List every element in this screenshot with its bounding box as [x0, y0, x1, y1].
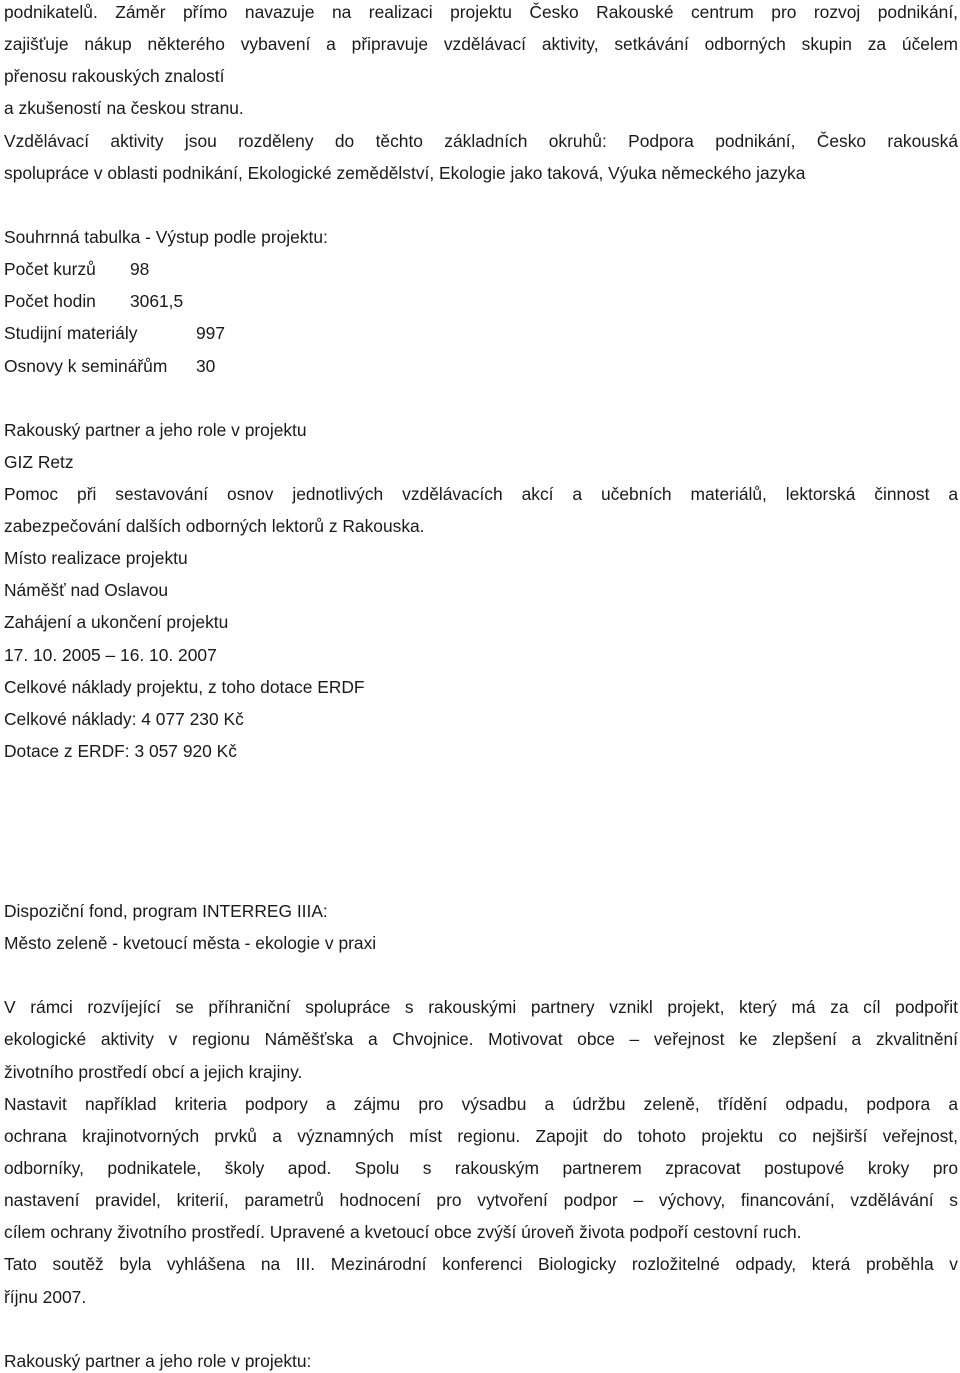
- partner-heading: Rakouský partner a jeho role v projektu: [4, 420, 307, 440]
- summary-label: Počet hodin: [4, 291, 96, 311]
- summary-row: [4, 258, 958, 280]
- costs-heading: Celkové náklady projektu, z toho dotace ERDF: [4, 677, 365, 697]
- project-text-line: cílem ochrany životního prostředí. Upravené a kvetoucí obce zvýší úroveň života podpoří cestovní ruch.: [4, 1222, 802, 1242]
- intro-line-4: a zkušeností na českou stranu.: [4, 98, 244, 118]
- activities-line-2: spolupráce v oblasti podnikání, Ekologické zemědělství, Ekologie jako taková, Výuka německého jazyka: [4, 163, 806, 183]
- project-text-line: Tato soutěž byla vyhlášena na III. Mezinárodní konferenci Biologicky rozložitelné odpady, která proběhla v: [4, 1254, 958, 1274]
- project-text-line: nastavení pravidel, kriterií, parametrů hodnocení pro vytvoření podpor – výchovy, financování, vzdělávání s: [4, 1190, 958, 1210]
- project-text-line: Nastavit například kriteria podpory a zájmu pro výsadbu a údržbu zeleně, třídění odpadu, podpora a: [4, 1094, 958, 1114]
- summary-label: Osnovy k seminářům: [4, 356, 168, 376]
- intro-line-3: přenosu rakouských znalostí: [4, 66, 225, 86]
- project-text-line: ekologické aktivity v regionu Náměšťska a Chvojnice. Motivovat obce – veřejnost ke zlepšení a zkvalitnění: [4, 1029, 958, 1049]
- summary-row: [4, 290, 958, 312]
- partner-name: GIZ Retz: [4, 452, 74, 472]
- summary-row: [4, 355, 958, 377]
- summary-label: Studijní materiály: [4, 323, 138, 343]
- intro-line-2: zajišťuje nákup některého vybavení a připravuje vzdělávací aktivity, setkávání odborných skupin za účelem: [4, 34, 958, 54]
- partner-role-line-2: zabezpečování dalších odborných lektorů z Rakouska.: [4, 516, 425, 536]
- total-costs: Celkové náklady: 4 077 230 Kč: [4, 709, 244, 729]
- intro-line-1: podnikatelů. Záměr přímo navazuje na realizaci projektu Česko Rakouské centrum pro rozvoj podnikání,: [4, 2, 958, 22]
- summary-value: 3061,5: [130, 291, 184, 311]
- fund-line: Dispoziční fond, program INTERREG IIIA:: [4, 901, 328, 921]
- summary-heading: Souhrnná tabulka - Výstup podle projektu:: [4, 227, 328, 247]
- erdf-subsidy: Dotace z ERDF: 3 057 920 Kč: [4, 741, 237, 761]
- summary-label: Počet kurzů: [4, 259, 96, 279]
- project-text-line: říjnu 2007.: [4, 1287, 87, 1307]
- project-text-line: životního prostředí obcí a jejich krajiny.: [4, 1062, 303, 1082]
- summary-value: 98: [130, 259, 150, 279]
- project-text-line: ochrana krajinotvorných prvků a významných míst regionu. Zapojit do tohoto projektu co nejširší veřejnost,: [4, 1126, 958, 1146]
- place-value: Náměšť nad Oslavou: [4, 580, 169, 600]
- summary-row: [4, 322, 958, 344]
- project-title: Město zeleně - kvetoucí města - ekologie v praxi: [4, 933, 377, 953]
- project-text-line: V rámci rozvíjející se příhraniční spolupráce s rakouskými partnery vznikl projekt, který má za cíl podpořit: [4, 997, 958, 1017]
- activities-line-1: Vzdělávací aktivity jsou rozděleny do těchto základních okruhů: Podpora podnikání, Česko rakouská: [4, 131, 958, 151]
- dates-heading: Zahájení a ukončení projektu: [4, 612, 229, 632]
- place-heading: Místo realizace projektu: [4, 548, 188, 568]
- partner-heading-2: Rakouský partner a jeho role v projektu:: [4, 1351, 312, 1371]
- dates-value: 17. 10. 2005 – 16. 10. 2007: [4, 645, 217, 665]
- summary-value: 30: [196, 356, 216, 376]
- partner-role-line-1: Pomoc při sestavování osnov jednotlivých vzdělávacích akcí a učebních materiálů, lektorská činnost a: [4, 484, 958, 504]
- summary-value: 997: [196, 323, 226, 343]
- project-text-line: odborníky, podnikatele, školy apod. Spolu s rakouským partnerem zpracovat postupové kroky pro: [4, 1158, 958, 1178]
